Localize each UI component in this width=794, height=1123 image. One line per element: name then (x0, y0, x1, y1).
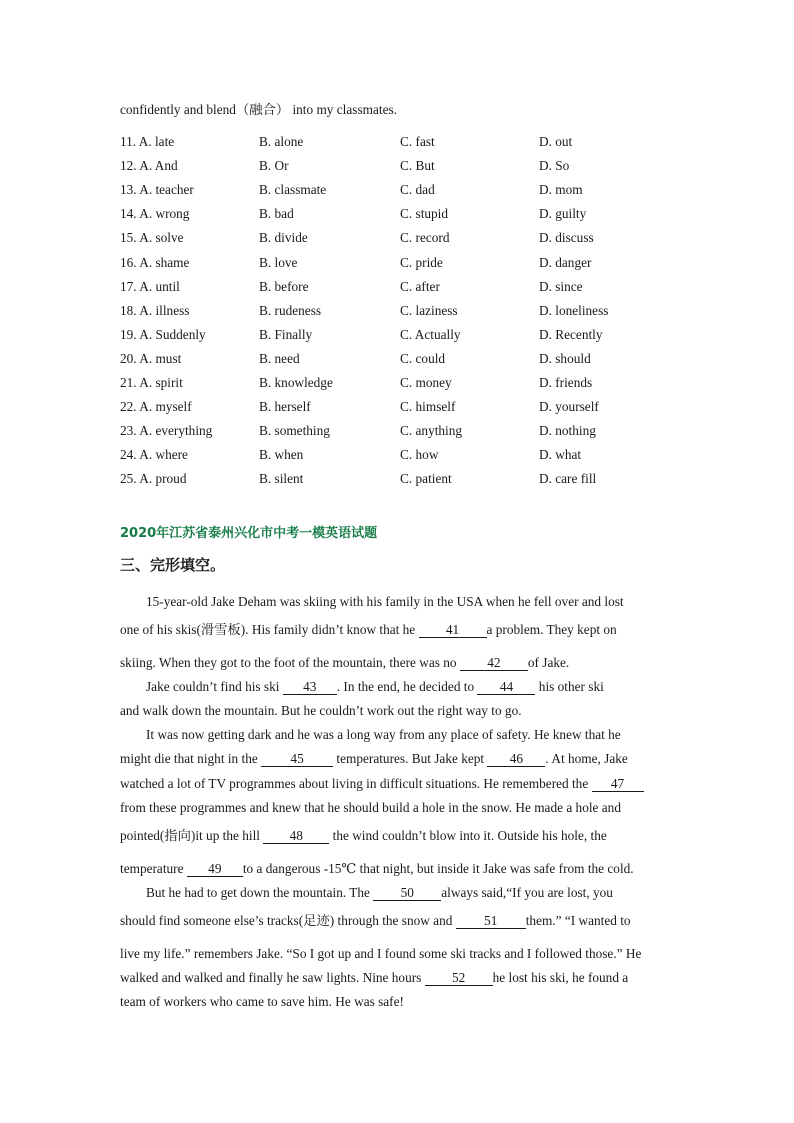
intro-line: confidently and blend（融合） into my classmates. (120, 102, 397, 117)
blank-41: 41 (419, 622, 487, 638)
option-d: D. mom (539, 182, 583, 198)
passage-line (120, 621, 674, 639)
passage-line (146, 678, 700, 696)
option-b: B. love (259, 254, 298, 270)
passage-text: should find someone else’s tracks(足迹) through the snow and (120, 913, 456, 928)
passage-line (120, 912, 674, 930)
passage-line (120, 969, 674, 987)
blank-51: 51 (456, 913, 526, 929)
passage-text: he lost his ski, he found a (492, 970, 629, 985)
option-row (0, 326, 794, 344)
option-d: D. danger (539, 254, 592, 270)
option-a: 18. A. illness (120, 302, 190, 318)
option-c: C. how (400, 447, 439, 463)
passage-line (146, 884, 700, 902)
option-c: C. pride (400, 254, 443, 270)
option-row (0, 254, 794, 272)
option-c: C. after (400, 278, 440, 294)
option-c: C. anything (400, 423, 463, 439)
passage-text: skiing. When they got to the foot of the mountain, there was no (120, 655, 460, 670)
passage-text: pointed(指向)it up the hill (120, 828, 264, 843)
passage-text: might die that night in the (120, 751, 262, 766)
option-row (0, 446, 794, 464)
passage-text: a problem. They kept on (486, 622, 617, 637)
option-c: C. himself (400, 399, 456, 415)
option-a: 23. A. everything (120, 423, 213, 439)
passage-text: them.” “I wanted to (525, 913, 631, 928)
option-row (0, 398, 794, 416)
passage-text: watched a lot of TV programmes about living in difficult situations. He remembered the (120, 776, 592, 791)
option-d: D. friends (539, 375, 593, 390)
option-c: C. dad (400, 182, 435, 198)
option-c: C. stupid (400, 206, 449, 222)
option-row (0, 302, 794, 320)
option-b: B. silent (259, 471, 304, 487)
option-c: C. But (400, 158, 435, 174)
passage-text: . At home, Jake (545, 751, 628, 766)
option-d: D. should (539, 350, 591, 366)
option-b: B. knowledge (259, 375, 333, 390)
passage-text: walked and walked and finally he saw lights. Nine hours (120, 970, 425, 985)
option-a: 20. A. must (120, 350, 182, 366)
blank-50: 50 (373, 885, 441, 901)
blank-52: 52 (425, 970, 493, 986)
passage-text: temperatures. But Jake kept (333, 751, 488, 766)
option-d: D. guilty (539, 206, 587, 222)
option-d: D. yourself (539, 399, 599, 415)
option-c: C. record (400, 230, 450, 246)
option-a: 12. A. And (120, 158, 178, 174)
option-a: 22. A. myself (120, 399, 192, 415)
option-c: C. fast (400, 134, 435, 149)
option-b: B. when (259, 447, 304, 463)
option-row (0, 350, 794, 368)
option-b: B. need (259, 350, 300, 366)
option-d: D. Recently (539, 326, 603, 342)
option-d: D. what (539, 447, 582, 463)
option-d: D. care fill (539, 471, 597, 487)
passage-line (120, 860, 674, 878)
option-b: B. herself (259, 399, 311, 415)
passage-line: live my life.” remembers Jake. “So I got up and I found some ski tracks and I followed those.” He (120, 946, 642, 961)
option-a: 16. A. shame (120, 254, 190, 270)
option-b: B. divide (259, 230, 308, 246)
passage-line (120, 654, 674, 672)
passage-line: from these programmes and knew that he should build a hole in the snow. He made a hole and (120, 800, 621, 815)
blank-44: 44 (477, 679, 535, 695)
option-b: B. classmate (259, 182, 327, 198)
option-a: 15. A. solve (120, 230, 184, 246)
source-title: 2020年江苏省泰州兴化市中考一模英语试题 (120, 526, 378, 541)
option-c: C. Actually (400, 326, 461, 342)
passage-line: 15-year-old Jake Deham was skiing with his family in the USA when he fell over and lost (146, 594, 624, 609)
option-a: 14. A. wrong (120, 206, 190, 222)
option-row (0, 157, 794, 175)
option-b: B. bad (259, 206, 294, 222)
blank-46: 46 (487, 751, 545, 767)
passage-line: It was now getting dark and he was a long way from any place of safety. He knew that he (146, 727, 621, 742)
passage-text: temperature (120, 861, 187, 876)
blank-42: 42 (460, 655, 528, 671)
option-b: B. Finally (259, 326, 313, 342)
option-b: B. before (259, 278, 309, 294)
option-a: 21. A. spirit (120, 375, 183, 390)
option-a: 13. A. teacher (120, 182, 194, 198)
option-d: D. since (539, 278, 583, 294)
option-c: C. money (400, 375, 452, 390)
option-b: B. Or (259, 158, 289, 174)
passage-text: . In the end, he decided to (336, 679, 478, 694)
section-heading: 三、完形填空。 (120, 556, 226, 574)
passage-line (120, 750, 674, 768)
blank-47: 47 (592, 776, 644, 792)
option-row (0, 229, 794, 247)
passage-text: the wind couldn’t blow into it. Outside his hole, the (329, 828, 607, 843)
option-row (0, 374, 794, 392)
option-c: C. could (400, 350, 446, 366)
passage-text: Jake couldn’t find his ski (146, 679, 283, 694)
passage-line: and walk down the mountain. But he couldn’t work out the right way to go. (120, 703, 522, 718)
blank-49: 49 (187, 861, 243, 877)
option-a: 19. A. Suddenly (120, 326, 206, 342)
passage-text: his other ski (535, 679, 604, 694)
passage-text: to a dangerous -15℃ that night, but inside it Jake was safe from the cold. (242, 861, 634, 876)
blank-45: 45 (261, 751, 333, 767)
blank-48: 48 (263, 828, 329, 844)
passage-text: one of his skis(滑雪板). His family didn’t know that he (120, 622, 419, 637)
option-b: B. rudeness (259, 302, 322, 318)
option-d: D. discuss (539, 230, 594, 246)
option-a: 24. A. where (120, 447, 188, 463)
option-row (0, 133, 794, 151)
blank-43: 43 (283, 679, 337, 695)
option-a: 11. A. late (120, 134, 175, 149)
option-row (0, 278, 794, 296)
option-row (0, 205, 794, 223)
option-c: C. laziness (400, 302, 458, 318)
option-d: D. out (539, 134, 573, 149)
passage-text: of Jake. (527, 655, 570, 670)
option-d: D. nothing (539, 423, 596, 439)
option-b: B. alone (259, 134, 304, 149)
option-b: B. something (259, 423, 330, 439)
option-d: D. loneliness (539, 302, 609, 318)
passage-text: always said,“If you are lost, you (441, 885, 613, 900)
option-row (0, 470, 794, 488)
option-row (0, 422, 794, 440)
option-a: 25. A. proud (120, 471, 187, 487)
option-c: C. patient (400, 471, 452, 487)
passage-line (120, 827, 674, 845)
option-d: D. So (539, 158, 570, 174)
passage-line: team of workers who came to save him. He was safe! (120, 994, 404, 1009)
option-a: 17. A. until (120, 278, 180, 294)
passage-line (120, 775, 674, 793)
option-row (0, 181, 794, 199)
passage-text: But he had to get down the mountain. The (146, 885, 374, 900)
